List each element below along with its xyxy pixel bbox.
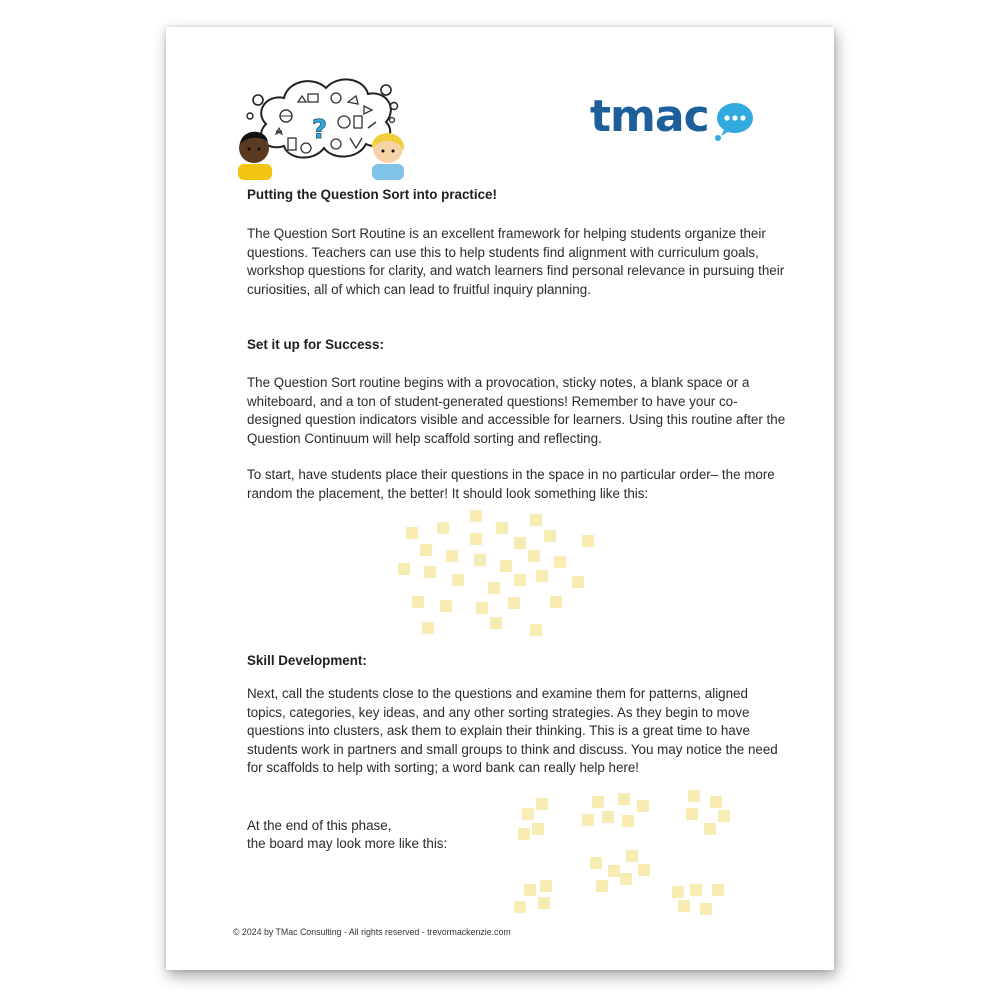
sticky-note bbox=[590, 857, 602, 869]
svg-text:?: ? bbox=[312, 115, 328, 145]
sticky-note bbox=[536, 570, 548, 582]
sticky-note bbox=[530, 514, 542, 526]
sticky-note bbox=[700, 903, 712, 915]
sticky-note bbox=[572, 576, 584, 588]
skill-heading: Skill Development: bbox=[247, 653, 367, 668]
sticky-note bbox=[470, 533, 482, 545]
sticky-note bbox=[398, 563, 410, 575]
sticky-note bbox=[490, 617, 502, 629]
sticky-note bbox=[638, 864, 650, 876]
sticky-note bbox=[592, 796, 604, 808]
sticky-note bbox=[686, 808, 698, 820]
skill-paragraph: Next, call the students close to the questions and examine them for patterns, aligned topics, categories, key ideas, and any other sorting strategies. As they begin to move questions into clusters, ask them to explain their thinking. This is a great time to have students work in partners and small groups to think and discuss. You may notice the need for scaffolds to help with sorting; a word bank can really help here! bbox=[247, 686, 778, 776]
kids-thinking-question-cloud-icon bbox=[236, 72, 404, 182]
setup-paragraph: The Question Sort routine begins with a provocation, sticky notes, a blank space or a whiteboard, and a ton of student-generated questions! Remember to have your co-designed question indicators visible and accessible for learners. Using this routine after the Question Continuum will help scaffold sorting and reflecting. bbox=[247, 375, 786, 446]
sticky-note bbox=[704, 823, 716, 835]
sticky-note bbox=[488, 582, 500, 594]
sticky-note bbox=[554, 556, 566, 568]
sticky-note bbox=[496, 522, 508, 534]
sticky-note bbox=[474, 554, 486, 566]
start-paragraph: To start, have students place their questions in the space in no particular order– the more random the placement, the better! It should look something like this: bbox=[247, 467, 775, 501]
sticky-note bbox=[452, 574, 464, 586]
sticky-note bbox=[424, 566, 436, 578]
sticky-note bbox=[530, 624, 542, 636]
sticky-note bbox=[608, 865, 620, 877]
sticky-note bbox=[422, 622, 434, 634]
sticky-note bbox=[536, 798, 548, 810]
sticky-note bbox=[626, 850, 638, 862]
sticky-note bbox=[688, 790, 700, 802]
sticky-note bbox=[476, 602, 488, 614]
sticky-note bbox=[514, 537, 526, 549]
sticky-note bbox=[678, 900, 690, 912]
sticky-note bbox=[532, 823, 544, 835]
sticky-note bbox=[622, 815, 634, 827]
page-title: Putting the Question Sort into practice! bbox=[247, 187, 497, 202]
sticky-note bbox=[446, 550, 458, 562]
sticky-note bbox=[544, 530, 556, 542]
sticky-note bbox=[550, 596, 562, 608]
tmac-logo bbox=[590, 92, 757, 152]
sticky-note bbox=[514, 574, 526, 586]
sticky-note bbox=[582, 535, 594, 547]
sticky-note bbox=[440, 600, 452, 612]
sticky-note bbox=[420, 544, 432, 556]
sticky-note bbox=[672, 886, 684, 898]
logo-text: tmac bbox=[590, 91, 709, 142]
sticky-note bbox=[522, 808, 534, 820]
sticky-note bbox=[540, 880, 552, 892]
sticky-note bbox=[710, 796, 722, 808]
sticky-note bbox=[500, 560, 512, 572]
sticky-note bbox=[412, 596, 424, 608]
sticky-note bbox=[618, 793, 630, 805]
sticky-note bbox=[718, 810, 730, 822]
sticky-note bbox=[690, 884, 702, 896]
sticky-note bbox=[582, 814, 594, 826]
sticky-note bbox=[528, 550, 540, 562]
sticky-note bbox=[712, 884, 724, 896]
sticky-note bbox=[602, 811, 614, 823]
end-phase-line-1: At the end of this phase, bbox=[247, 818, 392, 833]
copyright-footer: © 2024 by TMac Consulting - All rights reserved - trevormackenzie.com bbox=[233, 927, 511, 937]
sticky-note bbox=[620, 873, 632, 885]
sticky-note bbox=[508, 597, 520, 609]
setup-heading: Set it up for Success: bbox=[247, 337, 384, 352]
sticky-note bbox=[637, 800, 649, 812]
end-phase-line-2: the board may look more like this: bbox=[247, 836, 448, 851]
sticky-note bbox=[470, 510, 482, 522]
sticky-note bbox=[437, 522, 449, 534]
sticky-note bbox=[596, 880, 608, 892]
sticky-note bbox=[518, 828, 530, 840]
sticky-note bbox=[538, 897, 550, 909]
intro-paragraph: The Question Sort Routine is an excellent framework for helping students organize their questions. Teachers can use this to help students find alignment with curriculum goals, workshop questions for clarity, and watch learners find personal relevance in pursuing their curiosities, all of which can lead to fruitful inquiry planning. bbox=[247, 226, 785, 297]
sticky-note bbox=[524, 884, 536, 896]
sticky-note bbox=[514, 901, 526, 913]
speech-bubble-icon bbox=[711, 92, 757, 142]
sticky-note bbox=[406, 527, 418, 539]
